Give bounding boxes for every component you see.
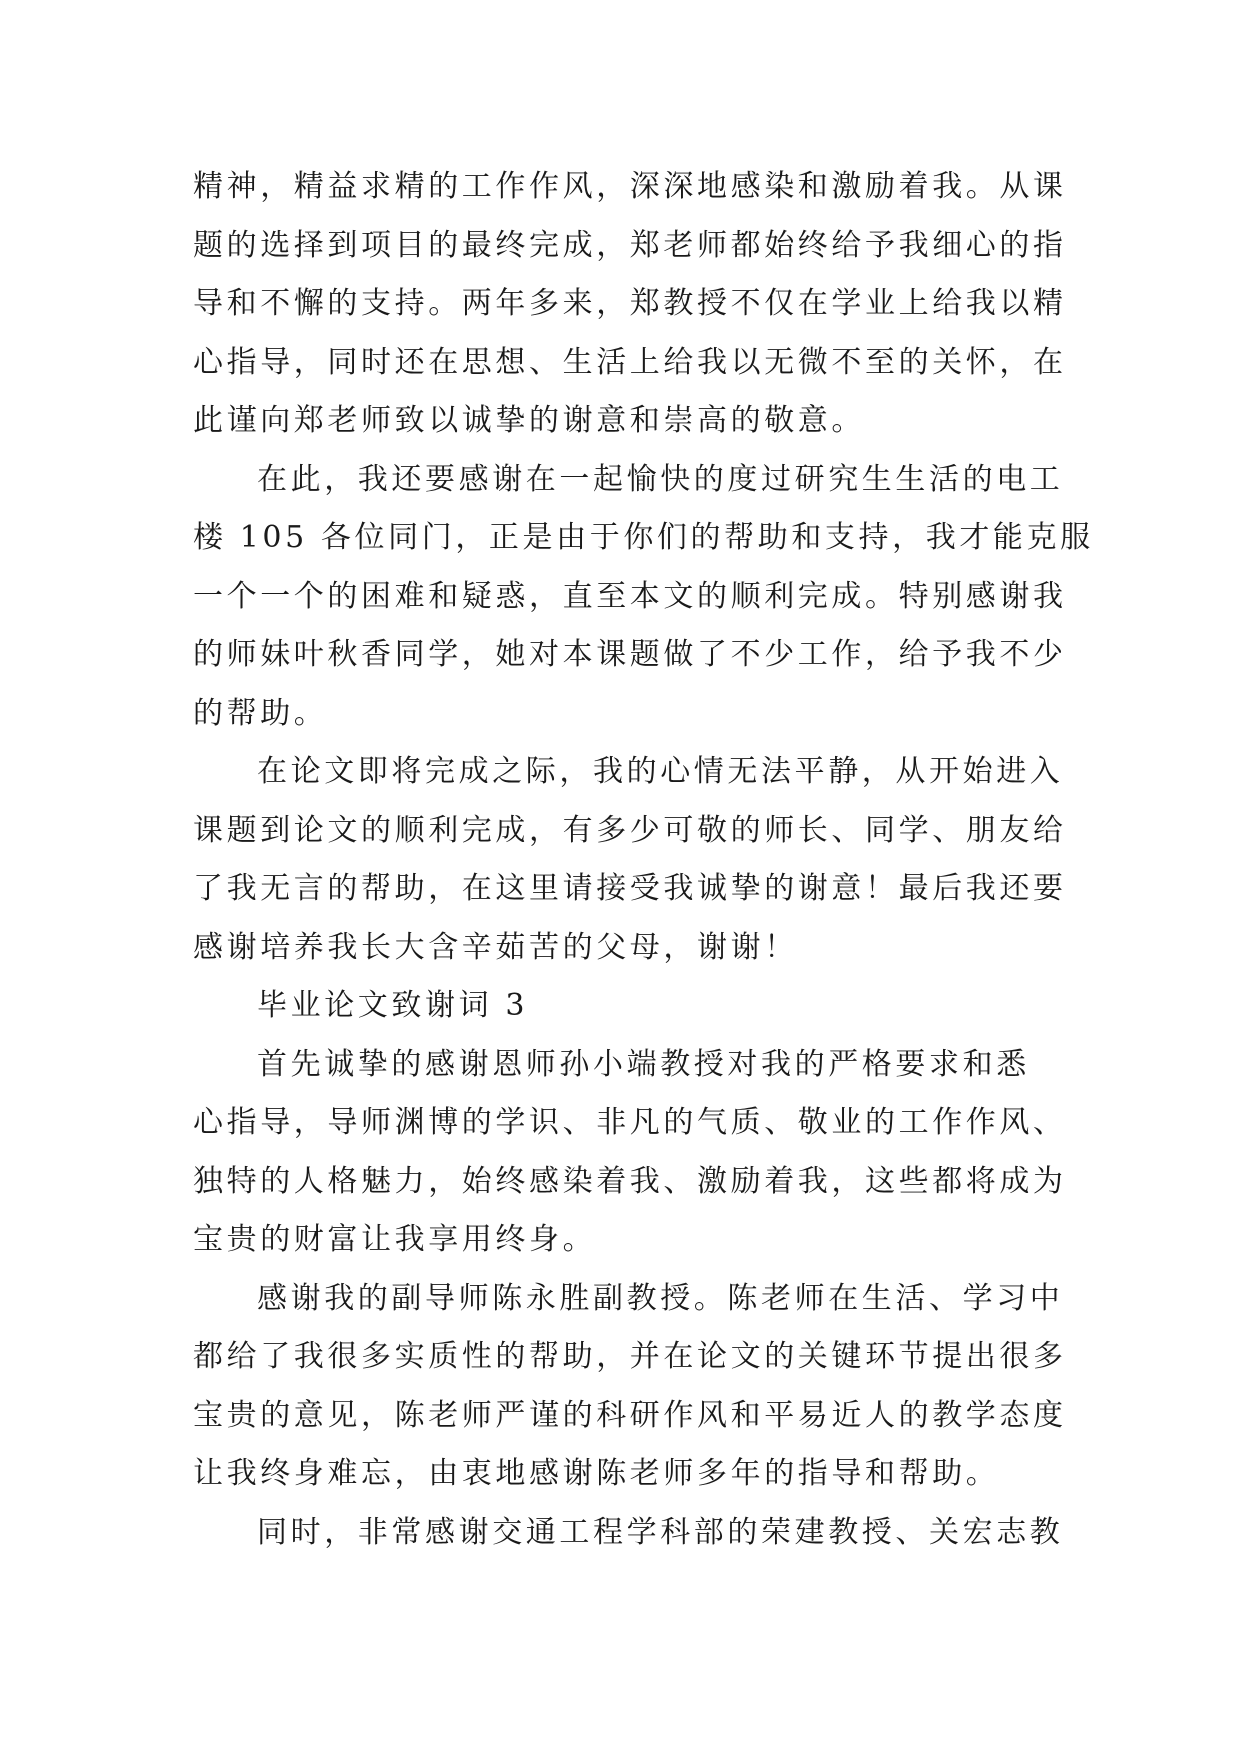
text-line: 宝贵的意见，陈老师严谨的科研作风和平易近人的教学态度 xyxy=(193,1397,1067,1433)
text-line: 首先诚挚的感谢恩师孙小端教授对我的严格要求和悉 xyxy=(257,1046,1030,1082)
text-line: 一个一个的困难和疑惑，直至本文的顺利完成。特别感谢我 xyxy=(193,578,1067,614)
section-heading: 毕业论文致谢词 3 xyxy=(257,988,529,1023)
text-line: 课题到论文的顺利完成，有多少可敬的师长、同学、朋友给 xyxy=(193,812,1067,848)
text-line: 心指导，导师渊博的学识、非凡的气质、敬业的工作作风、 xyxy=(193,1105,1067,1140)
text-line: 题的选择到项目的最终完成，郑老师都始终给予我细心的指 xyxy=(193,227,1067,263)
text-line: 了我无言的帮助，在这里请接受我诚挚的谢意！最后我还要 xyxy=(193,871,1067,906)
text-line: 的师妹叶秋香同学，她对本课题做了不少工作，给予我不少 xyxy=(193,637,1067,672)
text-line: 感谢我的副导师陈永胜副教授。陈老师在生活、学习中 xyxy=(257,1280,1064,1316)
text-line: 感谢培养我长大含辛茹苦的父母，谢谢！ xyxy=(193,929,798,965)
text-line: 宝贵的财富让我享用终身。 xyxy=(193,1222,597,1257)
text-line: 精神，精益求精的工作作风，深深地感染和激励着我。从课 xyxy=(193,169,1067,204)
text-line: 让我终身难忘，由衷地感谢陈老师多年的指导和帮助。 xyxy=(193,1456,1000,1491)
text-line: 的帮助。 xyxy=(193,695,328,731)
text-line: 在论文即将完成之际，我的心情无法平静，从开始进入 xyxy=(257,754,1064,789)
text-line: 心指导，同时还在思想、生活上给我以无微不至的关怀，在 xyxy=(193,344,1067,380)
document-body xyxy=(193,158,1093,1562)
text-line: 同时，非常感谢交通工程学科部的荣建教授、关宏志教 xyxy=(257,1514,1064,1550)
text-line: 楼 105 各位同门，正是由于你们的帮助和支持，我才能克服 xyxy=(193,520,1094,555)
text-line: 独特的人格魅力，始终感染着我、激励着我，这些都将成为 xyxy=(193,1163,1067,1199)
text-line: 都给了我很多实质性的帮助，并在论文的关键环节提出很多 xyxy=(193,1339,1067,1374)
text-line: 导和不懈的支持。两年多来，郑教授不仅在学业上给我以精 xyxy=(193,286,1067,321)
text-line: 此谨向郑老师致以诚挚的谢意和崇高的敬意。 xyxy=(193,403,865,438)
text-line: 在此，我还要感谢在一起愉快的度过研究生生活的电工 xyxy=(257,461,1064,497)
